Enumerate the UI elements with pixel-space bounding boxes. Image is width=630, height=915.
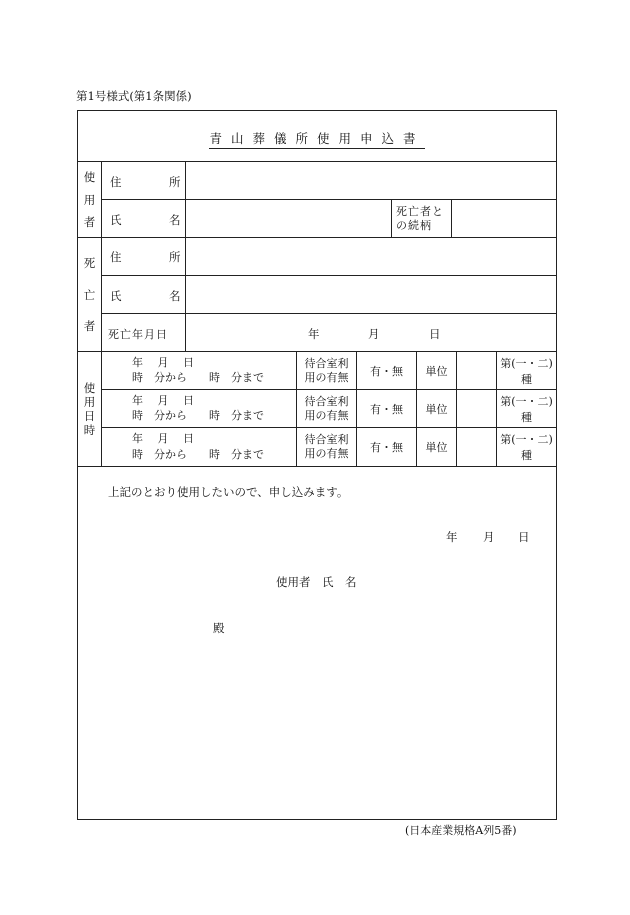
unit-label-2: 単位 bbox=[417, 390, 457, 428]
user-section-label: 使 用 者 bbox=[78, 162, 102, 238]
relation-field[interactable] bbox=[452, 200, 556, 238]
deceased-address-field[interactable] bbox=[186, 238, 556, 276]
deceased-address-label-cell: 住 所 bbox=[102, 238, 186, 276]
death-date-field[interactable]: 年 月 日 bbox=[186, 314, 556, 352]
waiting-room-choice-1[interactable]: 有・無 bbox=[357, 352, 417, 390]
waiting-room-label-3: 待合室利 用の有無 bbox=[297, 428, 357, 467]
user-address-label-cell: 住 所 bbox=[102, 162, 186, 200]
death-date-label-cell: 死亡年月日 bbox=[102, 314, 186, 352]
unit-field-2[interactable] bbox=[457, 390, 497, 428]
addressee-suffix: 殿 bbox=[213, 621, 225, 635]
class-choice-1[interactable]: 第(一・二)種 bbox=[497, 352, 556, 390]
declaration-statement: 上記のとおり使用したいので、申し込みます。 bbox=[108, 485, 349, 499]
class-choice-3[interactable]: 第(一・二)種 bbox=[497, 428, 556, 467]
declaration-year: 年 bbox=[446, 530, 458, 544]
usage-datetime-field-3[interactable]: 年 月 日 時 分から 時 分まで bbox=[102, 428, 297, 467]
deceased-name-field[interactable] bbox=[186, 276, 556, 314]
class-choice-2[interactable]: 第(一・二)種 bbox=[497, 390, 556, 428]
waiting-room-choice-3[interactable]: 有・無 bbox=[357, 428, 417, 467]
waiting-room-choice-2[interactable]: 有・無 bbox=[357, 390, 417, 428]
form-number-label: 第1号様式(第1条関係) bbox=[76, 89, 192, 103]
declaration-month: 月 bbox=[483, 530, 495, 544]
user-name-label-cell: 氏 名 bbox=[102, 200, 186, 238]
paper-size-footnote: (日本産業規格A列5番) bbox=[405, 824, 517, 837]
usage-datetime-field-2[interactable]: 年 月 日 時 分から 時 分まで bbox=[102, 390, 297, 428]
usage-section-label: 使 用 日 時 bbox=[78, 352, 102, 467]
deceased-section-label: 死 亡 者 bbox=[78, 238, 102, 352]
unit-label-1: 単位 bbox=[417, 352, 457, 390]
usage-datetime-field-1[interactable]: 年 月 日 時 分から 時 分まで bbox=[102, 352, 297, 390]
declaration-day: 日 bbox=[518, 530, 530, 544]
title-row bbox=[78, 111, 556, 162]
unit-field-1[interactable] bbox=[457, 352, 497, 390]
user-name-field[interactable] bbox=[186, 200, 392, 238]
form-title: 青山葬儀所使用申込書 bbox=[209, 129, 424, 149]
user-address-field[interactable] bbox=[186, 162, 556, 200]
waiting-room-label-2: 待合室利 用の有無 bbox=[297, 390, 357, 428]
relation-label-cell: 死亡者との続柄 bbox=[392, 200, 452, 238]
unit-field-3[interactable] bbox=[457, 428, 497, 467]
applicant-name-label: 使用者 氏 名 bbox=[276, 575, 357, 589]
unit-label-3: 単位 bbox=[417, 428, 457, 467]
deceased-name-label-cell: 氏 名 bbox=[102, 276, 186, 314]
application-form bbox=[77, 110, 557, 820]
waiting-room-label-1: 待合室利 用の有無 bbox=[297, 352, 357, 390]
